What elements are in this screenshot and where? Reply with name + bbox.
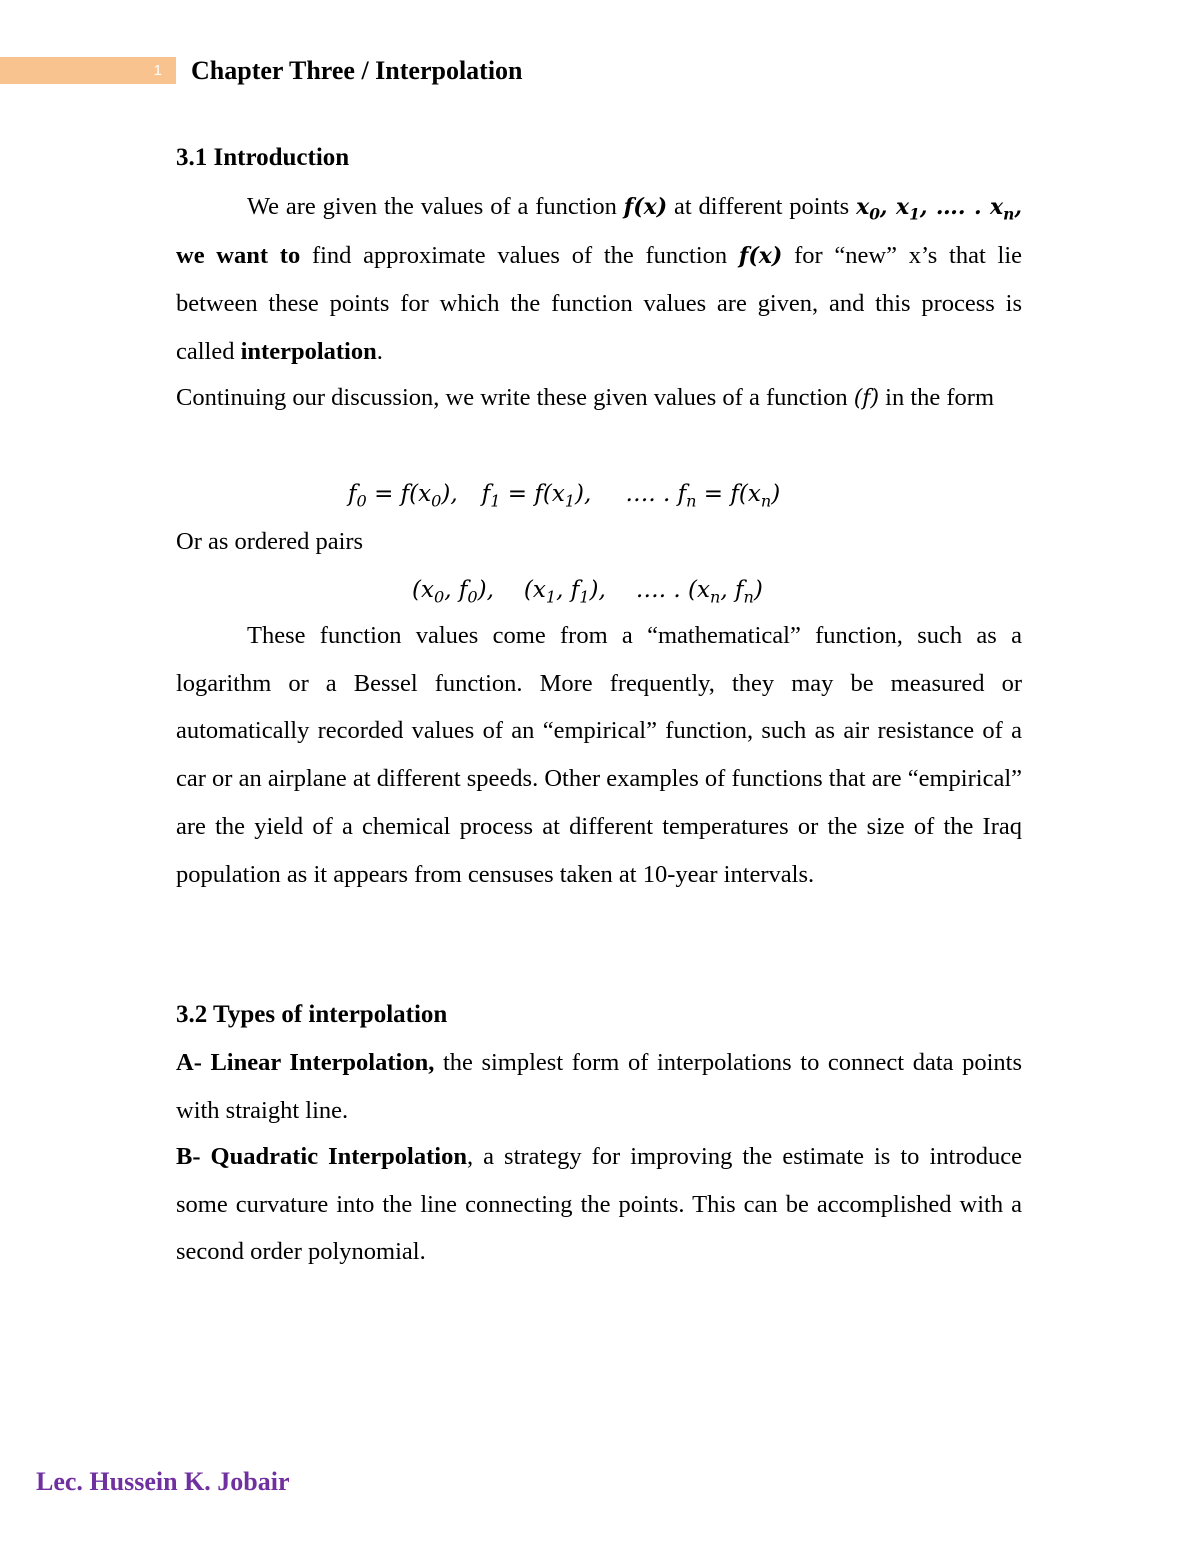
math-f: (f) bbox=[853, 386, 880, 411]
intro-paragraph: We are given the values of a function f(x) at different points $x_0$, $x_1$, …. . $x_n$, we want to find approximate values of the function f(x) for “new” x’s that lie between these points for which the function values are given, and this process is called interpolation. bbox=[176, 193, 1023, 366]
section-heading-introduction: 3.1 Introduction bbox=[176, 144, 350, 171]
quadratic-interpolation-item: B- Quadratic Interpolation, a strategy for improving the estimate is to introduce some curvature into the line connecting the points. This can be accomplished with a second order polynomial. bbox=[176, 1143, 1022, 1266]
quadratic-interpolation-label: B- Quadratic Interpolation bbox=[176, 1143, 467, 1170]
math-fx: f(x) bbox=[623, 194, 668, 220]
term-interpolation: interpolation bbox=[240, 338, 377, 366]
math-fx: f(x) bbox=[738, 242, 783, 269]
equation-ordered-pairs: ($x_0$, $f_0$), ($x_1$, $f_1$), …. . ($x_n$, $f_n$) bbox=[412, 577, 763, 607]
continuing-paragraph: Continuing our discussion, we write these given values of a function (f) in the form bbox=[176, 384, 995, 411]
footer-author: Lec. Hussein K. Jobair bbox=[36, 1467, 290, 1496]
ordered-pairs-label: Or as ordered pairs bbox=[176, 528, 364, 555]
equation-function-values: $f_0 = f(x_0)$, $f_1 = f(x_1)$, …. . $f_n = f(x_n)$ bbox=[348, 481, 781, 511]
math-point-list: $x_0$, $x_1$, …. . $x_n$, bbox=[856, 194, 1022, 224]
section-heading-types: 3.2 Types of interpolation bbox=[176, 1001, 448, 1028]
function-values-paragraph: These function values come from a “mathematical” function, such as a logarithm or a Bessel function. More frequently, they may be measured or automatically recorded values of an “empirical” function, such as air resistance of a car or an airplane at different speeds. Other examples of functions that are “empirical” are the yield of a chemical process at different temperatures or the size of the Iraq population as it appears from censuses taken at 10-year intervals. bbox=[176, 622, 1022, 888]
linear-interpolation-item: A- Linear Interpolation, the simplest form of interpolations to connect data points with straight line. bbox=[176, 1049, 1022, 1124]
linear-interpolation-label: A- Linear Interpolation, bbox=[176, 1049, 435, 1076]
chapter-title: Chapter Three / Interpolation bbox=[191, 56, 523, 85]
page-number-badge: 1 bbox=[0, 57, 176, 84]
